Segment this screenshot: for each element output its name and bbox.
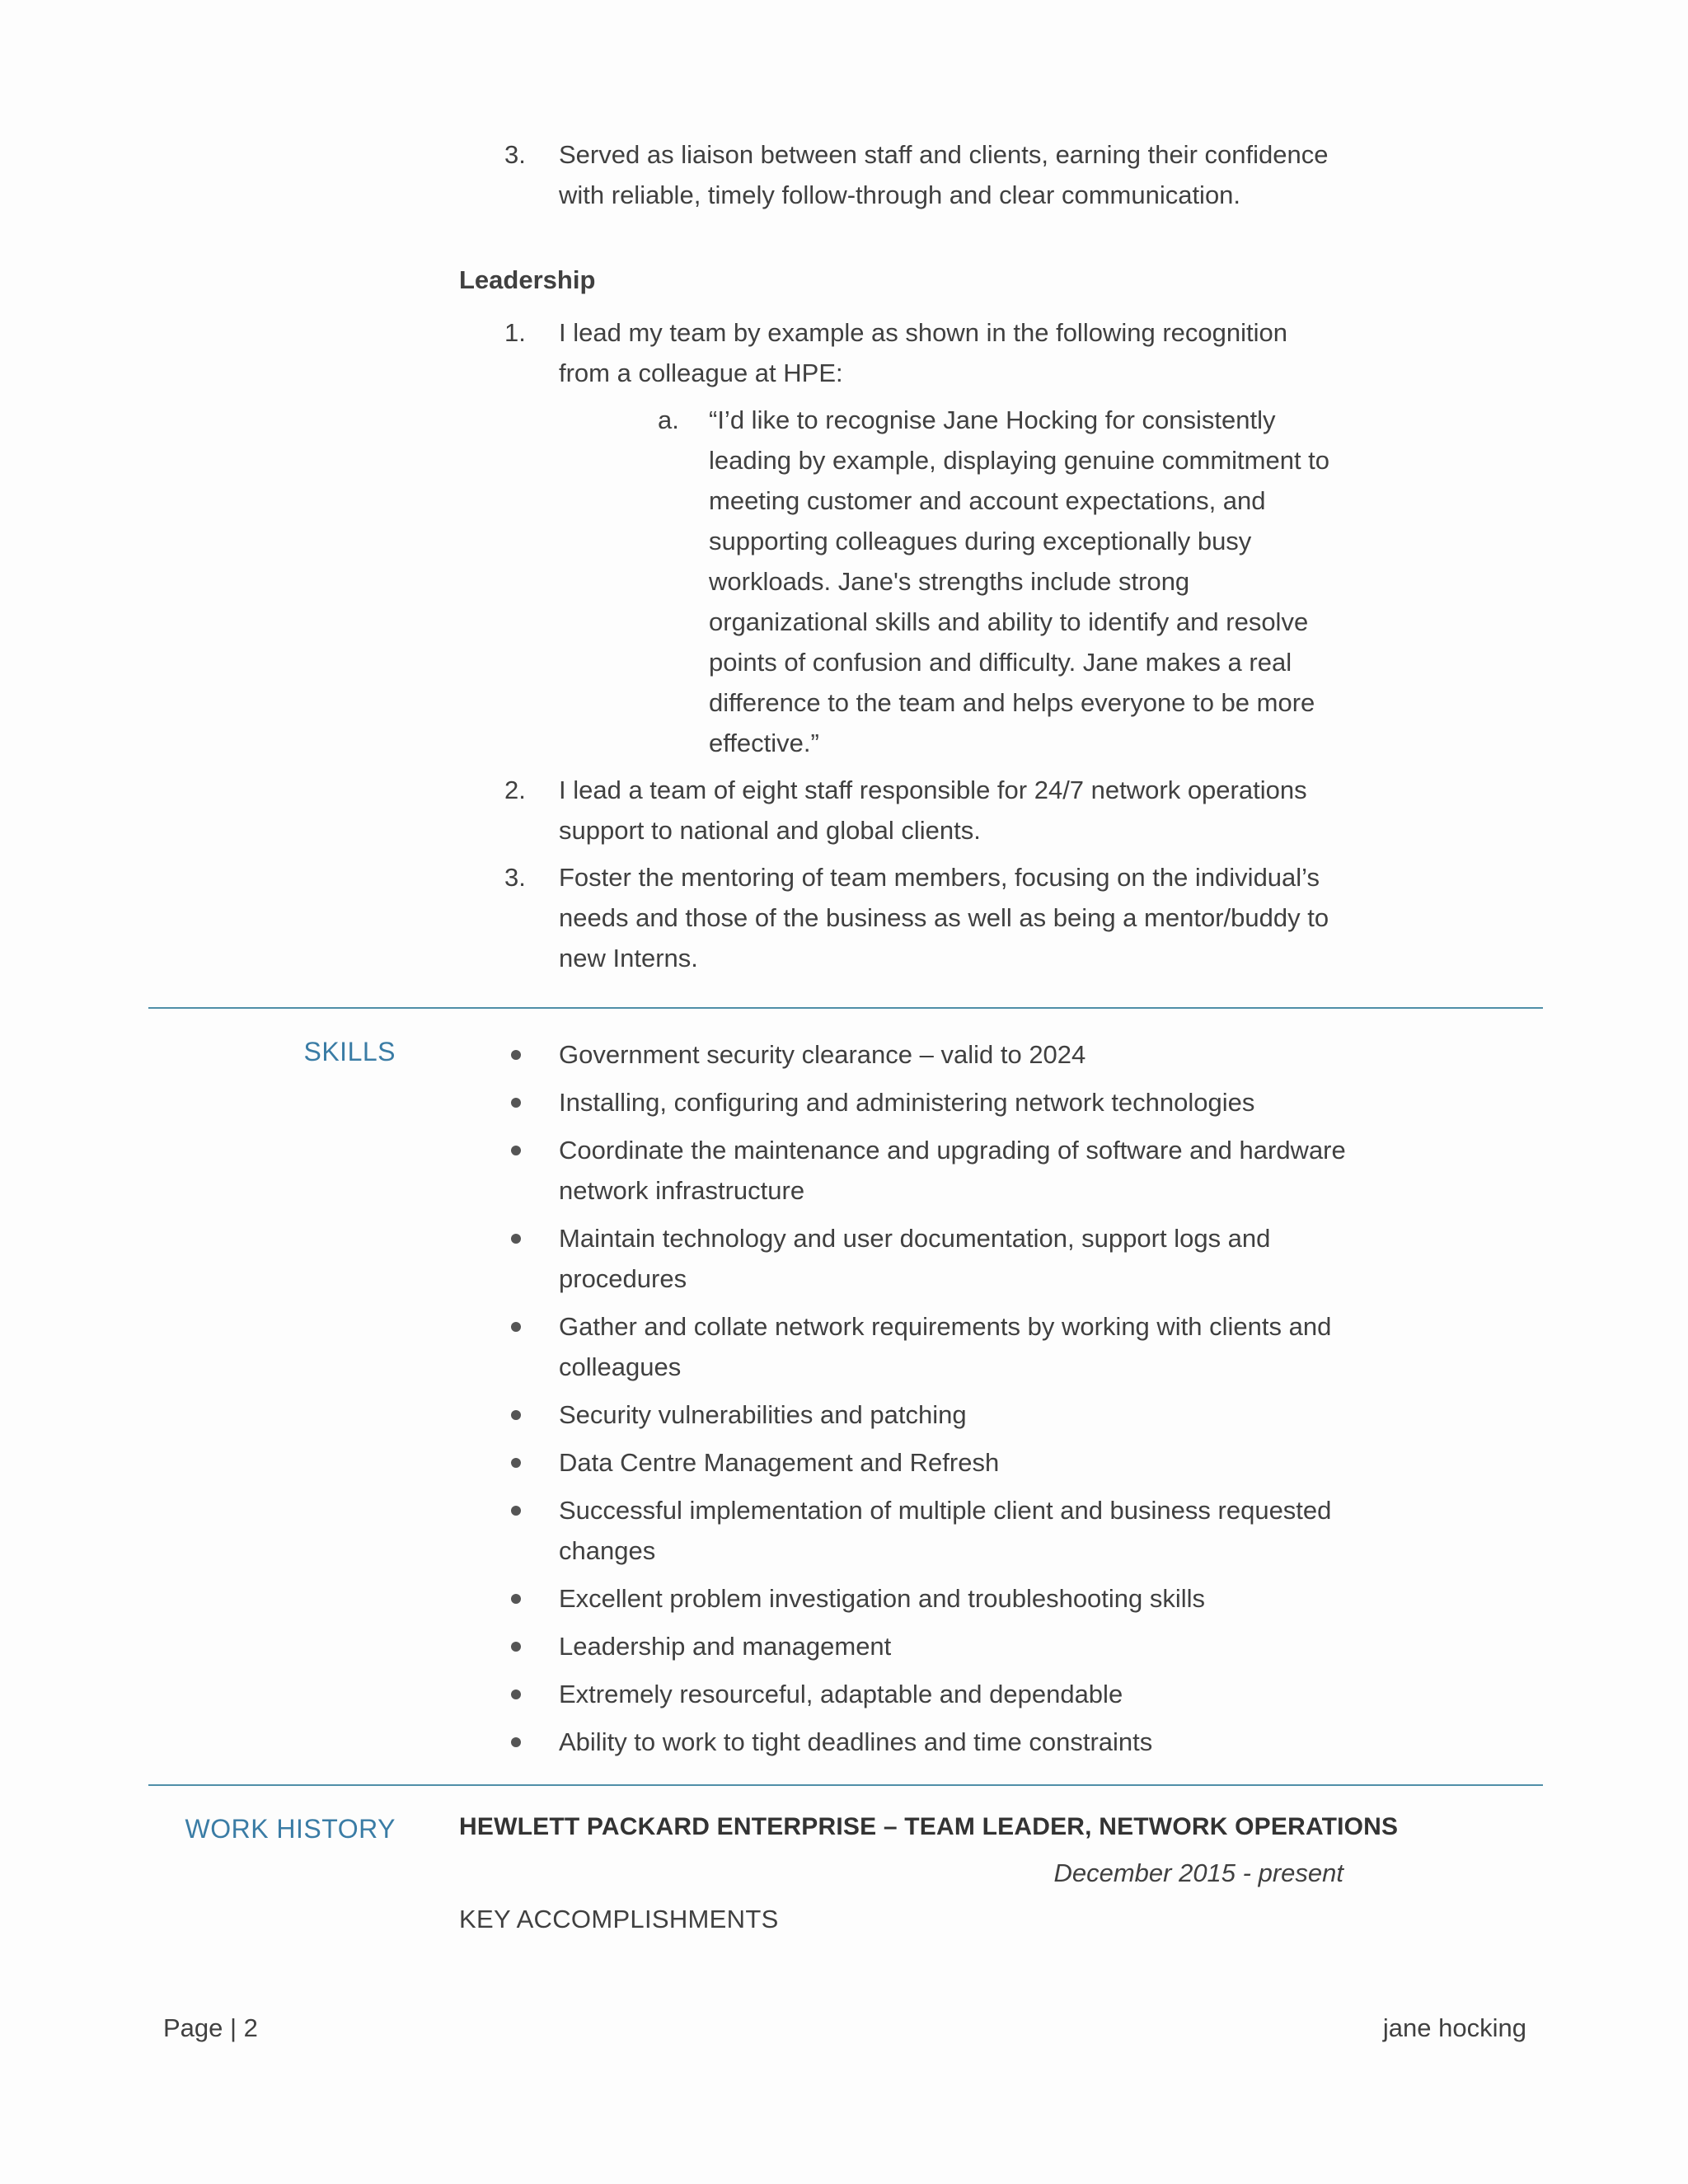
skill-item: Extremely resourceful, adaptable and dependable xyxy=(504,1674,1378,1714)
skill-item: Security vulnerabilities and patching xyxy=(504,1394,1378,1435)
list-item-text: I lead a team of eight staff responsible for 24/7 network operations support to national and global clients. xyxy=(559,776,1307,845)
skill-item: Leadership and management xyxy=(504,1626,1378,1666)
bullet-icon xyxy=(511,1506,521,1516)
work-history-label: WORK HISTORY xyxy=(185,1814,396,1844)
job-dates: December 2015 - present xyxy=(1053,1858,1343,1887)
list-item xyxy=(504,857,1345,978)
list-item-text: Foster the mentoring of team members, focusing on the individual’s needs and those of the business as well as being a mentor/buddy to new Interns. xyxy=(559,863,1329,972)
bullet-icon xyxy=(511,1322,521,1332)
skill-item: Maintain technology and user documentation, support logs and procedures xyxy=(504,1218,1378,1299)
skill-item: Successful implementation of multiple client and business requested changes xyxy=(504,1490,1378,1571)
skill-item: Data Centre Management and Refresh xyxy=(504,1442,1378,1483)
skill-item: Ability to work to tight deadlines and time constraints xyxy=(504,1722,1378,1762)
skill-item: Government security clearance – valid to 2024 xyxy=(504,1034,1378,1075)
list-item xyxy=(504,770,1345,851)
bullet-icon xyxy=(511,1737,521,1747)
section-divider xyxy=(148,1007,1543,1009)
skills-label: SKILLS xyxy=(303,1037,396,1066)
continued-list xyxy=(504,134,1345,222)
section-divider xyxy=(148,1784,1543,1786)
skill-item: Excellent problem investigation and troubleshooting skills xyxy=(504,1578,1378,1619)
skill-item: Gather and collate network requirements by working with clients and colleagues xyxy=(504,1306,1378,1387)
sub-list xyxy=(658,400,1342,763)
list-item xyxy=(504,134,1345,215)
bullet-icon xyxy=(511,1594,521,1604)
leadership-list xyxy=(504,312,1345,985)
skill-item: Installing, configuring and administering network technologies xyxy=(504,1082,1378,1122)
list-marker: 2. xyxy=(504,776,526,804)
list-item-text: Served as liaison between staff and clients, earning their confidence with reliable, timely follow-through and clear communication. xyxy=(559,140,1329,209)
bullet-icon xyxy=(511,1410,521,1420)
leadership-heading: Leadership xyxy=(459,265,596,294)
bullet-icon xyxy=(511,1234,521,1244)
page-number: Page | 2 xyxy=(163,2013,258,2042)
footer-name: jane hocking xyxy=(1382,2013,1526,2042)
list-item xyxy=(504,312,1345,763)
recognition-quote: “I’d like to recognise Jane Hocking for consistently leading by example, displaying genuine commitment to meeting customer and account expectations, and supporting colleagues during exceptionally busy workloads. Jane's strengths include strong organizational skills and ability to identify and resolve points of confusion and difficulty. Jane makes a real difference to the team and helps everyone to be more effective.” xyxy=(709,405,1330,757)
sub-list-item xyxy=(658,400,1342,763)
list-marker: 3. xyxy=(504,863,526,892)
sub-list-marker: a. xyxy=(658,405,679,434)
list-marker: 3. xyxy=(504,140,526,169)
list-marker: 1. xyxy=(504,318,526,347)
bullet-icon xyxy=(511,1642,521,1652)
skill-item: Coordinate the maintenance and upgrading of software and hardware network infrastructure xyxy=(504,1130,1378,1211)
list-item-text: I lead my team by example as shown in the following recognition from a colleague at HPE: xyxy=(559,318,1287,387)
bullet-icon xyxy=(511,1690,521,1699)
bullet-icon xyxy=(511,1458,521,1468)
bullet-icon xyxy=(511,1098,521,1108)
key-accomplishments-heading: KEY ACCOMPLISHMENTS xyxy=(459,1905,779,1933)
bullet-icon xyxy=(511,1146,521,1155)
skills-list xyxy=(504,1034,1378,1769)
job-title: HEWLETT PACKARD ENTERPRISE – TEAM LEADER, NETWORK OPERATIONS xyxy=(459,1813,1399,1840)
bullet-icon xyxy=(511,1050,521,1060)
